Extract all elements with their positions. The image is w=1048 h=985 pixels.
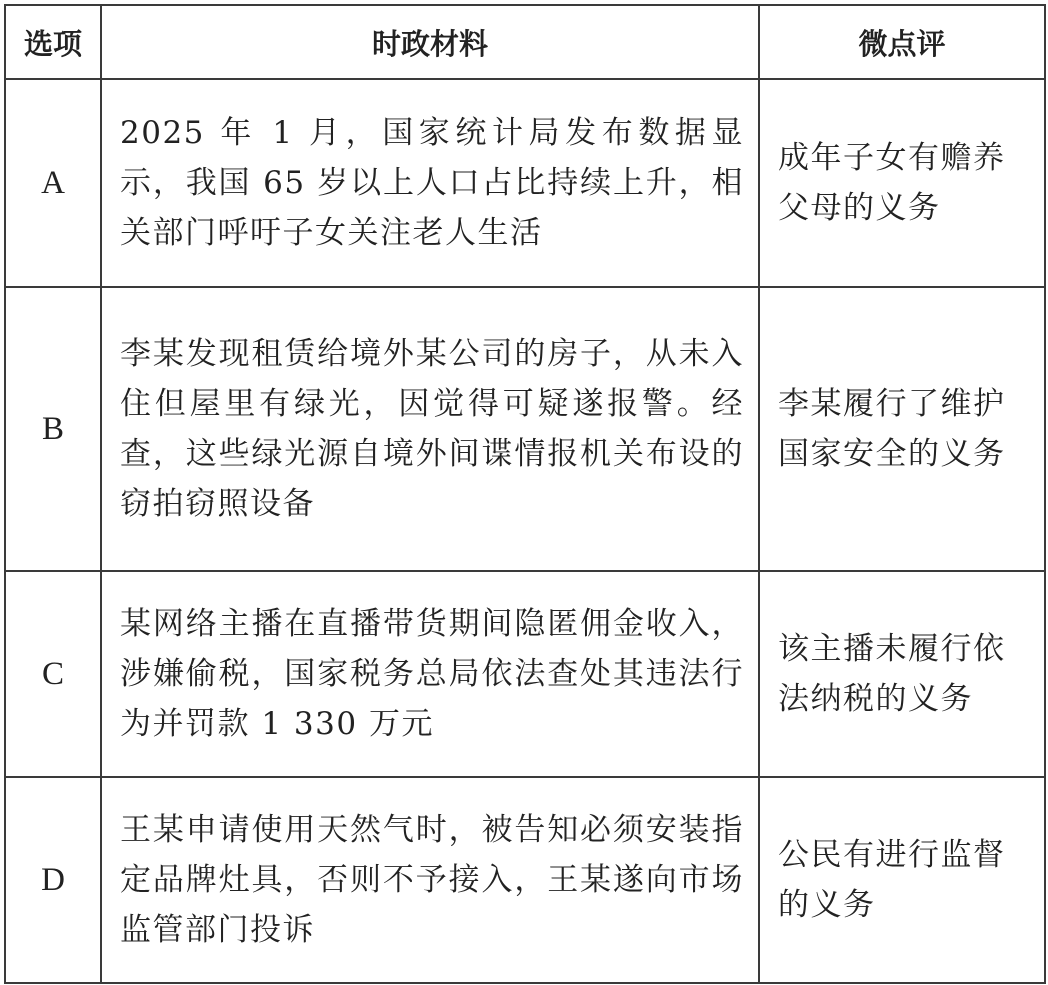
option-label: C	[5, 571, 101, 777]
table-header-row	[5, 5, 1045, 79]
material-text: 某网络主播在直播带货期间隐匿佣金收入，涉嫌偷税，国家税务总局依法查处其违法行为并罚款 1 330 万元	[101, 571, 759, 777]
option-label: D	[5, 777, 101, 983]
header-material: 时政材料	[101, 5, 759, 79]
material-text: 王某申请使用天然气时，被告知必须安装指定品牌灶具，否则不予接入，王某遂向市场监管部门投诉	[101, 777, 759, 983]
header-comment: 微点评	[759, 5, 1045, 79]
option-label: B	[5, 287, 101, 571]
header-option: 选项	[5, 5, 101, 79]
table-row-c	[5, 571, 1045, 777]
table-row-a	[5, 79, 1045, 287]
options-table	[4, 4, 1046, 984]
option-label: A	[5, 79, 101, 287]
comment-text: 李某履行了维护国家安全的义务	[759, 287, 1045, 571]
comment-text: 成年子女有赡养父母的义务	[759, 79, 1045, 287]
comment-text: 该主播未履行依法纳税的义务	[759, 571, 1045, 777]
table-row-b	[5, 287, 1045, 571]
comment-text: 公民有进行监督的义务	[759, 777, 1045, 983]
material-text: 李某发现租赁给境外某公司的房子，从未入住但屋里有绿光，因觉得可疑遂报警。经查，这些绿光源自境外间谍情报机关布设的窃拍窃照设备	[101, 287, 759, 571]
table-row-d	[5, 777, 1045, 983]
material-text: 2025 年 1 月，国家统计局发布数据显示，我国 65 岁以上人口占比持续上升，相关部门呼吁子女关注老人生活	[101, 79, 759, 287]
